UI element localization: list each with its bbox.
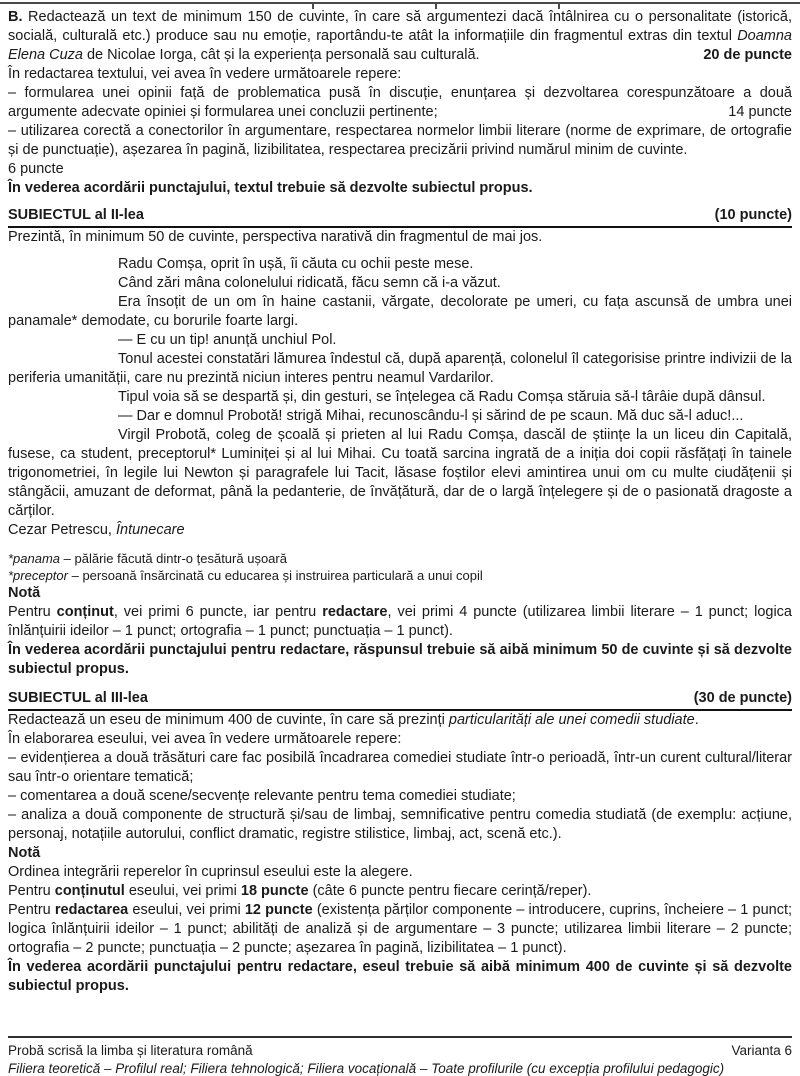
text-run: – persoană însărcinată cu educarea și instruirea particulară a unui copil [67,568,483,583]
footer-cutoff-line: Filiera teoretică – Profilul real; Filiera tehnologică; Filiera vocațională – Toate profilurile (cu excepția profilului pedagogic) [8,1061,725,1076]
footer-exam-name: Probă scrisă la limba și literatura română [8,1043,253,1058]
text-run: , vei primi 4 puncte (utilizarea limbii literare – 1 punct; logica înlănțuirii ideilor – 1 punct; ortografia – 1 punct; punctuația – 1 punct). [8,604,792,639]
subject3-points: (30 de puncte) [693,690,792,706]
subject2-task: Prezintă, în minimum 50 de cuvinte, perspectiva narativă din fragmentul de mai jos. [8,229,543,245]
text-run: particularități ale unei comedii studiate [448,712,695,728]
subject2-note-label: Notă [8,585,41,601]
subject3-note-1: Ordinea integrării reperelor în cuprinsul eseului este la alegere. [8,864,413,880]
text-run: În redactarea textului, vei avea în vedere următoarele repere: [8,66,402,82]
footer-row [8,1042,792,1059]
fragment-attribution [8,521,792,540]
text-run: redactarea [54,902,129,918]
fragment-paragraph: Virgil Probotă, coleg de școală și prieten al lui Radu Comșa, dascăl de științe la un liceu din Capitală, fusese, ca student, preceptorul* Luminiței și al lui Mihai. Cu toată sarcina ingrată de a iniția doi copii răsfățați în tainele trigonometriei, în legile lui Newton și paragrafele lui Tacit, lăsase foștilor elevi amintirea unui om cu multe ciudățenii și stângăcii, amuzant de deformat, până la pedanterie, de învățătură, dar de o largă înțelegere și de o pasionată dragoste a cărților. [8,427,792,519]
table-remnant-tick [312,4,314,9]
text-run: *panama [8,551,61,566]
subject2-header [8,206,792,228]
section-b-guidelines-intro [8,65,792,84]
table-remnant-tick [558,4,560,9]
text-run: (existența părților componente – introducere, cuprins, încheiere – 1 punct; logica înlănțuirii ideilor – 1 punct; abilități de analiză și de argumentare – 3 puncte; utilizarea limbii literare – 2 puncte; ortografia – 2 puncte; punctuația – 2 puncte; așezarea în pagină, lizibilitatea – 1 punct). [8,902,793,956]
text-run: Redactează un eseu de minimum 400 de cuvinte, în care să prezinți [8,712,449,728]
subject3-requirement: În vederea acordării punctajului pentru redactare, eseul trebuie să aibă minimum 400 de cuvinte și să dezvolte subiectul propus. [8,959,792,994]
text-run: (câte 6 puncte pentru fiecare cerință/reper). [308,883,592,899]
text-run: Cezar Petrescu, [8,522,116,538]
footnote-panama [8,550,792,567]
subject3-note-label: Notă [8,845,41,861]
page-footer [8,1036,792,1076]
text-run: , vei primi 6 puncte, iar pentru [113,604,323,620]
fragment-paragraph: Era însoțit de un om în haine castanii, vărgate, decolorate pe umeri, cu fața ascunsă de umbra unei panamale* demodate, cu borurile foarte largi. [8,294,792,329]
fragment-paragraph: Tipul voia să se despartă și, din gesturi, se înțelegea că Radu Comșa stăruia să-l târâie după dânsul. [118,389,766,405]
text-run: eseului, vei primi [124,883,241,899]
text-run: Pentru [8,604,57,620]
text-run: eseului, vei primi [128,902,245,918]
text-run: redactare [322,604,388,620]
text-run: – utilizarea corectă a conectorilor în argumentare, respectarea normelor limbii literare (norme de exprimare, de ortografie și de punctuație), așezarea în pagină, lizibilitatea, respectarea precizării privind numărul minim de cuvinte. [8,123,792,158]
section-b-requirement: În vederea acordării punctajului, textul trebuie să dezvolte subiectul propus. [8,180,533,196]
text-run: Pentru [8,883,55,899]
text-run: de Nicolae Iorga, cât și la experiența personală sau culturală. [82,47,480,63]
text-run: 20 de puncte [703,47,792,63]
subject2-requirement: În vederea acordării punctajului pentru redactare, răspunsul trebuie să aibă minimum 50 de cuvinte și să dezvolte subiectul propus. [8,642,792,677]
footer-variant: Varianta 6 [731,1043,792,1058]
subject2-title: SUBIECTUL al II-lea [8,207,144,223]
text-run: 14 puncte [728,104,792,120]
text-run: . [694,712,699,728]
text-run: Doamna Elena Cuza [8,28,792,63]
text-run: – pălărie făcută dintr-o țesătură ușoară [60,551,287,566]
section-b-guideline-1 [8,84,792,122]
subject3-guideline-3: – analiza a două componente de structură și/sau de limbaj, semnificative pentru comedia studiată (de exemplu: acțiune, personaj, notațiile autorului, conflict dramatic, registre stilistice, limbaj, act, scenă etc.). [8,807,792,842]
fragment-paragraph: Tonul acestei constatări lămurea îndestul că, după aparență, colonelul îl categorisise printre indivizii de la periferia umanității, care nu prezintă niciun interes pentru neamul Vardarilor. [8,351,792,386]
subject3-header [8,689,792,711]
subject2-note [8,603,792,641]
footnote-preceptor [8,567,792,584]
subject3-task [8,711,792,730]
section-b-task [8,8,792,65]
table-remnant-tick [435,4,437,9]
text-run: B. [8,9,23,25]
table-remnant-line [0,2,800,4]
fragment-paragraph: Radu Comșa, oprit în ușă, îi căuta cu ochii peste mese. [118,256,474,272]
subject2-points: (10 puncte) [714,207,792,223]
fragment-paragraph: Când zări mâna colonelului ridicată, făcu semn că i-a văzut. [118,275,501,291]
text-run: Redactează un text de minimum 150 de cuvinte, în care să argumentezi dacă întâlnirea cu o personalitate (istorică, socială, culturală etc.) produce sau nu emoție, raportându-te atât la informațiile din fragmentul extras din textul [8,9,792,44]
text-run: – formularea unei opinii față de problematica pusă în discuție, enunțarea și dezvoltarea corespunzătoare a două argumente adecvate opiniei și formularea unei concluzii pertinente; [8,85,792,120]
section-b-guideline-2 [8,122,792,160]
text-run: Pentru [8,902,55,918]
subject3-note-3 [8,901,792,958]
subject3-guideline-1: – evidențierea a două trăsături care fac posibilă încadrarea comediei studiate într-o perioadă, într-un curent cultural/literar sau într-o orientare tematică; [8,750,792,785]
text-run: conținutul [54,883,125,899]
subject3-guidelines-intro: În elaborarea eseului, vei avea în vedere următoarele repere: [8,731,402,747]
text-run: *preceptor [8,568,68,583]
section-b-points-6: 6 puncte [8,161,64,177]
footnotes [8,550,792,584]
subject3-title: SUBIECTUL al III-lea [8,690,148,706]
fragment-paragraph: — Dar e domnul Probotă! strigă Mihai, recunoscându-l și sărind de pe scaun. Mă duc să-l aduc!... [118,408,744,424]
text-run: conținut [56,604,114,620]
fragment-paragraph: — E cu un tip! anunță unchiul Pol. [118,332,337,348]
subject3-guideline-2: – comentarea a două scene/secvențe relevante pentru tema comediei studiate; [8,788,516,804]
text-run: 12 puncte [244,902,313,918]
subject3-note-2 [8,882,792,901]
literary-fragment [8,255,792,521]
text-run: 18 puncte [240,883,309,899]
text-run: Întunecare [116,522,185,538]
